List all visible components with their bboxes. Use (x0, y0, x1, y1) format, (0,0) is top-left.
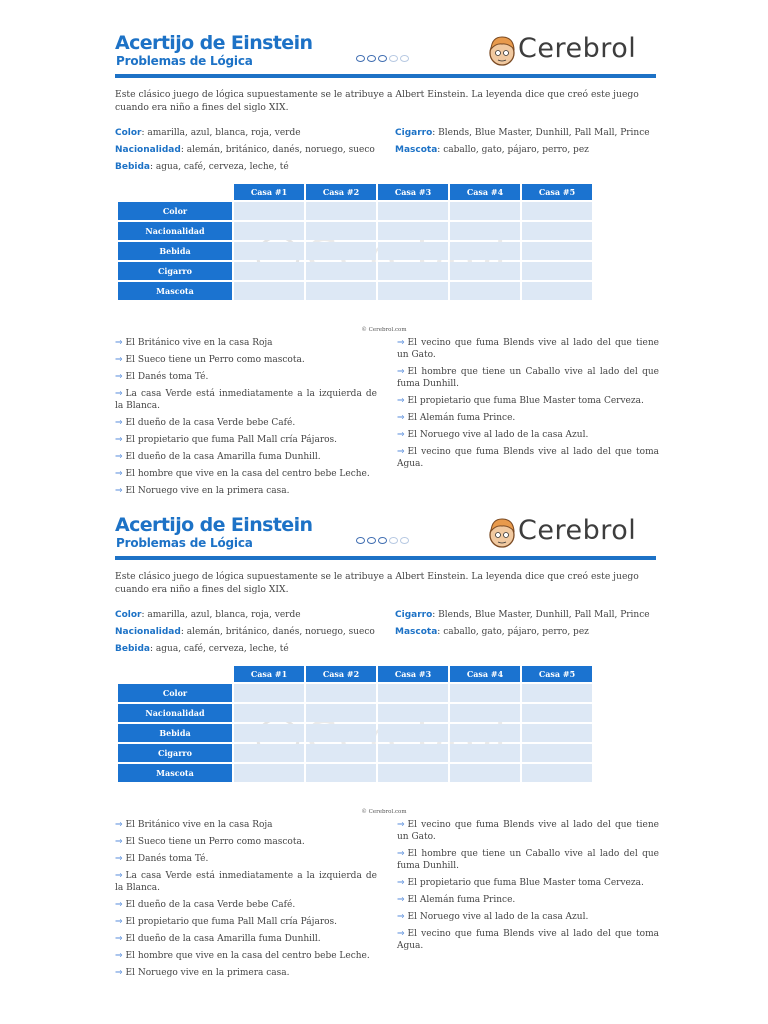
arrow-icon: ⇒ (115, 871, 123, 881)
grid-cell[interactable] (234, 704, 304, 722)
arrow-icon: ⇒ (115, 338, 123, 348)
arrow-icon: ⇒ (397, 878, 405, 888)
grid-cell[interactable] (306, 202, 376, 220)
arrow-icon: ⇒ (115, 837, 123, 847)
arrow-icon: ⇒ (397, 338, 405, 348)
arrow-icon: ⇒ (397, 367, 405, 377)
grid-cell[interactable] (522, 222, 592, 240)
clue-item: ⇒ El Danés toma Té. (115, 854, 209, 864)
grid-cell[interactable] (306, 764, 376, 782)
arrow-icon: ⇒ (115, 951, 123, 961)
house-header: Casa #4 (450, 184, 520, 200)
grid-cell[interactable] (522, 704, 592, 722)
copyright: © Cerebrol.com (361, 327, 407, 333)
row-label: Bebida (118, 724, 232, 742)
solution-grid (116, 182, 594, 302)
grid-cell[interactable] (234, 744, 304, 762)
arrow-icon: ⇒ (115, 917, 123, 927)
clue-item: ⇒ El propietario que fuma Pall Mall cría Pájaros. (115, 917, 338, 927)
clue-item: ⇒ El dueño de la casa Verde bebe Café. (115, 418, 296, 428)
page-subtitle: Problemas de Lógica (116, 536, 253, 550)
grid-cell[interactable] (306, 222, 376, 240)
clue-item: ⇒ El Alemán fuma Prince. (397, 413, 516, 423)
category-label: Nacionalidad (115, 145, 181, 155)
house-header: Casa #1 (234, 666, 304, 682)
solution-grid (116, 664, 594, 784)
row-label: Mascota (118, 282, 232, 300)
category-values: amarilla, azul, blanca, roja, verde (147, 128, 301, 138)
page-title: Acertijo de Einstein (115, 32, 313, 54)
grid-cell[interactable] (522, 262, 592, 280)
clue-item: ⇒ El Noruego vive al lado de la casa Azul. (397, 430, 589, 440)
grid-cell[interactable] (306, 684, 376, 702)
category-pet: Mascota: caballo, gato, pájaro, perro, pez (395, 627, 589, 637)
grid-cell[interactable] (450, 764, 520, 782)
difficulty-dot-icon (400, 537, 409, 544)
category-values: Blends, Blue Master, Dunhill, Pall Mall, Prince (438, 610, 650, 620)
clue-item: ⇒ El vecino que fuma Blends vive al lado del que toma Agua. (397, 447, 659, 469)
row-label: Cigarro (118, 744, 232, 762)
header-divider (115, 74, 656, 78)
grid-cell[interactable] (378, 202, 448, 220)
grid-cell[interactable] (306, 724, 376, 742)
grid-cell[interactable] (234, 262, 304, 280)
clue-item: ⇒ El vecino que fuma Blends vive al lado del que toma Agua. (397, 929, 659, 951)
category-label: Bebida (115, 644, 151, 654)
grid-cell[interactable] (378, 684, 448, 702)
clue-item: ⇒ El vecino que fuma Blends vive al lado del que tiene un Gato. (397, 820, 659, 842)
arrow-icon: ⇒ (115, 469, 123, 479)
row-label: Bebida (118, 242, 232, 260)
clue-item: ⇒ El Sueco tiene un Perro como mascota. (115, 837, 305, 847)
grid-cell[interactable] (234, 242, 304, 260)
category-values: caballo, gato, pájaro, perro, pez (443, 627, 589, 637)
brand-name: Cerebrol (518, 515, 637, 546)
arrow-icon: ⇒ (115, 389, 123, 399)
category-label: Cigarro (395, 610, 433, 620)
clue-item: ⇒ El propietario que fuma Blue Master toma Cerveza. (397, 878, 644, 888)
grid-cell[interactable] (234, 684, 304, 702)
difficulty-dot-icon (400, 55, 409, 62)
clue-item: ⇒ El hombre que tiene un Caballo vive al lado del que fuma Dunhill. (397, 367, 659, 389)
clue-item: ⇒ El Noruego vive en la primera casa. (115, 486, 290, 496)
clue-item: ⇒ La casa Verde está inmediatamente a la izquierda de la Blanca. (115, 871, 377, 893)
grid-cell[interactable] (522, 282, 592, 300)
house-header: Casa #2 (306, 666, 376, 682)
house-header: Casa #3 (378, 666, 448, 682)
clue-item: ⇒ El Alemán fuma Prince. (397, 895, 516, 905)
header-divider (115, 556, 656, 560)
grid-cell[interactable] (450, 744, 520, 762)
clue-item: ⇒ El dueño de la casa Amarilla fuma Dunhill. (115, 452, 321, 462)
category-cigar: Cigarro: Blends, Blue Master, Dunhill, Pall Mall, Prince (395, 128, 650, 138)
grid-cell[interactable] (450, 684, 520, 702)
house-header: Casa #2 (306, 184, 376, 200)
category-label: Color (115, 610, 142, 620)
grid-cell[interactable] (306, 704, 376, 722)
arrow-icon: ⇒ (115, 854, 123, 864)
clue-item: ⇒ El hombre que vive en la casa del centro bebe Leche. (115, 469, 370, 479)
category-pet: Mascota: caballo, gato, pájaro, perro, pez (395, 145, 589, 155)
category-cigar: Cigarro: Blends, Blue Master, Dunhill, Pall Mall, Prince (395, 610, 650, 620)
house-header: Casa #4 (450, 666, 520, 682)
difficulty-dot-icon (367, 537, 376, 544)
arrow-icon: ⇒ (397, 447, 405, 457)
clue-item: ⇒ El Noruego vive al lado de la casa Azul. (397, 912, 589, 922)
clue-item: ⇒ El hombre que vive en la casa del centro bebe Leche. (115, 951, 370, 961)
page-title: Acertijo de Einstein (115, 514, 313, 536)
clue-item: ⇒ El propietario que fuma Blue Master toma Cerveza. (397, 396, 644, 406)
grid-cell[interactable] (450, 202, 520, 220)
difficulty-dot-icon (389, 55, 398, 62)
difficulty-rating (356, 537, 409, 544)
difficulty-rating (356, 55, 409, 62)
grid-cell[interactable] (450, 262, 520, 280)
clue-item: ⇒ El Sueco tiene un Perro como mascota. (115, 355, 305, 365)
grid-cell[interactable] (378, 704, 448, 722)
grid-cell[interactable] (450, 222, 520, 240)
puzzle-sheet-bottom (0, 510, 768, 992)
category-label: Bebida (115, 162, 151, 172)
row-label: Nacionalidad (118, 704, 232, 722)
intro-text: Este clásico juego de lógica supuestamente se le atribuye a Albert Einstein. La leyenda dice que creó este juego cuando era niño a fines del siglo XIX. (115, 89, 639, 113)
brand-name: Cerebrol (518, 33, 637, 64)
arrow-icon: ⇒ (115, 418, 123, 428)
row-label: Mascota (118, 764, 232, 782)
puzzle-sheet-top (0, 28, 768, 510)
arrow-icon: ⇒ (115, 486, 123, 496)
clue-item: ⇒ El Británico vive en la casa Roja (115, 338, 273, 348)
category-values: agua, café, cerveza, leche, té (155, 644, 289, 654)
category-label: Mascota (395, 145, 438, 155)
clue-item: ⇒ El hombre que tiene un Caballo vive al lado del que fuma Dunhill. (397, 849, 659, 871)
arrow-icon: ⇒ (397, 820, 405, 830)
row-label: Cigarro (118, 262, 232, 280)
house-header: Casa #5 (522, 184, 592, 200)
category-values: alemán, británico, danés, noruego, sueco (186, 145, 375, 155)
clue-item: ⇒ El dueño de la casa Amarilla fuma Dunhill. (115, 934, 321, 944)
grid-cell[interactable] (378, 242, 448, 260)
arrow-icon: ⇒ (115, 452, 123, 462)
difficulty-dot-icon (389, 537, 398, 544)
difficulty-dot-icon (356, 55, 365, 62)
clue-item: ⇒ El propietario que fuma Pall Mall cría Pájaros. (115, 435, 338, 445)
clue-item: ⇒ La casa Verde está inmediatamente a la izquierda de la Blanca. (115, 389, 377, 411)
category-label: Color (115, 128, 142, 138)
arrow-icon: ⇒ (397, 396, 405, 406)
clue-item: ⇒ El dueño de la casa Verde bebe Café. (115, 900, 296, 910)
grid-cell[interactable] (450, 724, 520, 742)
category-values: caballo, gato, pájaro, perro, pez (443, 145, 589, 155)
intro-text: Este clásico juego de lógica supuestamente se le atribuye a Albert Einstein. La leyenda dice que creó este juego cuando era niño a fines del siglo XIX. (115, 571, 639, 595)
grid-cell[interactable] (450, 242, 520, 260)
clue-item: ⇒ El Danés toma Té. (115, 372, 209, 382)
grid-cell[interactable] (306, 242, 376, 260)
category-values: agua, café, cerveza, leche, té (155, 162, 289, 172)
arrow-icon: ⇒ (115, 934, 123, 944)
grid-cell[interactable] (234, 724, 304, 742)
grid-cell[interactable] (234, 202, 304, 220)
category-nationality: Nacionalidad: alemán, británico, danés, noruego, sueco (115, 145, 375, 155)
row-label: Color (118, 202, 232, 220)
house-header: Casa #1 (234, 184, 304, 200)
arrow-icon: ⇒ (115, 435, 123, 445)
difficulty-dot-icon (378, 55, 387, 62)
arrow-icon: ⇒ (397, 430, 405, 440)
grid-cell[interactable] (378, 764, 448, 782)
arrow-icon: ⇒ (397, 849, 405, 859)
house-header: Casa #5 (522, 666, 592, 682)
arrow-icon: ⇒ (115, 820, 123, 830)
row-label: Color (118, 684, 232, 702)
grid-cell[interactable] (450, 282, 520, 300)
arrow-icon: ⇒ (115, 968, 123, 978)
category-color: Color: amarilla, azul, blanca, roja, verde (115, 610, 301, 620)
grid-cell[interactable] (522, 744, 592, 762)
difficulty-dot-icon (367, 55, 376, 62)
category-drink: Bebida: agua, café, cerveza, leche, té (115, 162, 289, 172)
category-values: amarilla, azul, blanca, roja, verde (147, 610, 301, 620)
clue-item: ⇒ El Británico vive en la casa Roja (115, 820, 273, 830)
arrow-icon: ⇒ (397, 413, 405, 423)
page-subtitle: Problemas de Lógica (116, 54, 253, 68)
grid-cell[interactable] (234, 764, 304, 782)
row-label: Nacionalidad (118, 222, 232, 240)
grid-cell[interactable] (378, 262, 448, 280)
category-nationality: Nacionalidad: alemán, británico, danés, noruego, sueco (115, 627, 375, 637)
arrow-icon: ⇒ (115, 372, 123, 382)
grid-cell[interactable] (522, 724, 592, 742)
category-label: Mascota (395, 627, 438, 637)
grid-cell[interactable] (522, 242, 592, 260)
grid-cell[interactable] (234, 282, 304, 300)
grid-cell[interactable] (450, 704, 520, 722)
grid-cell[interactable] (378, 222, 448, 240)
arrow-icon: ⇒ (397, 912, 405, 922)
grid-cell[interactable] (522, 684, 592, 702)
grid-cell[interactable] (306, 282, 376, 300)
grid-cell[interactable] (378, 744, 448, 762)
clue-item: ⇒ El Noruego vive en la primera casa. (115, 968, 290, 978)
grid-cell[interactable] (306, 744, 376, 762)
category-label: Cigarro (395, 128, 433, 138)
category-color: Color: amarilla, azul, blanca, roja, verde (115, 128, 301, 138)
category-drink: Bebida: agua, café, cerveza, leche, té (115, 644, 289, 654)
grid-cell[interactable] (522, 202, 592, 220)
copyright: © Cerebrol.com (361, 809, 407, 815)
arrow-icon: ⇒ (115, 355, 123, 365)
grid-cell[interactable] (234, 222, 304, 240)
arrow-icon: ⇒ (115, 900, 123, 910)
category-values: Blends, Blue Master, Dunhill, Pall Mall, Prince (438, 128, 650, 138)
grid-cell[interactable] (378, 282, 448, 300)
difficulty-dot-icon (356, 537, 365, 544)
category-label: Nacionalidad (115, 627, 181, 637)
category-values: alemán, británico, danés, noruego, sueco (186, 627, 375, 637)
difficulty-dot-icon (378, 537, 387, 544)
grid-cell[interactable] (306, 262, 376, 280)
grid-cell[interactable] (522, 764, 592, 782)
arrow-icon: ⇒ (397, 929, 405, 939)
grid-cell[interactable] (378, 724, 448, 742)
house-header: Casa #3 (378, 184, 448, 200)
arrow-icon: ⇒ (397, 895, 405, 905)
clue-item: ⇒ El vecino que fuma Blends vive al lado del que tiene un Gato. (397, 338, 659, 360)
